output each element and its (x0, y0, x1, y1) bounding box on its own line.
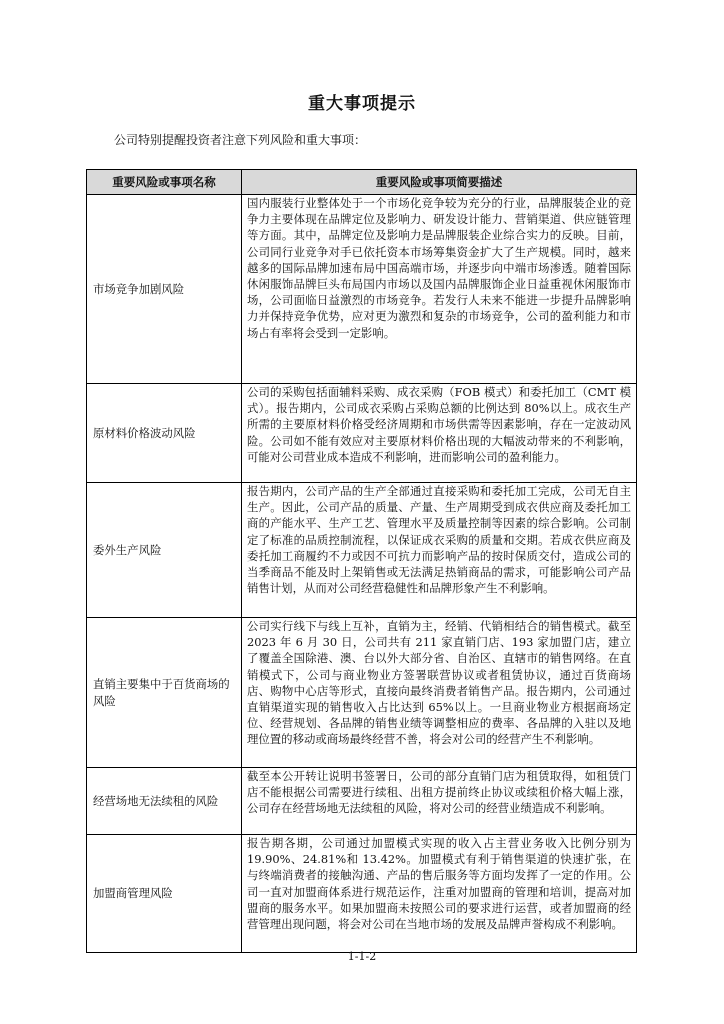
risk-name: 直销主要集中于百货商场的风险 (87, 618, 242, 768)
table-row (87, 835, 637, 953)
risk-description: 截至本公开转让说明书签署日，公司的部分直销门店为租赁取得，如租赁门店不能根据公司需要进行续租、出租方提前终止协议或续租价格大幅上涨，公司存在经营场地无法续租的风险，将对公司的经营业绩造成不利影响。 (242, 768, 637, 835)
column-header-name: 重要风险或事项名称 (87, 170, 242, 195)
table-row (87, 768, 637, 835)
risk-description: 公司实行线下与线上互补，直销为主，经销、代销相结合的销售模式。截至 2023 年 6 月 30 日，公司共有 211 家直销门店、193 家加盟门店，建立了覆盖全国除港、澳、台以外大部分省、自治区、直辖市的销售网络。在直销模式下，公司与商业物业方签署联营协议或者租赁协议，通过百货商场店、购物中心店等形式，直接向最终消费者销售产品。报告期内，公司通过直销渠道实现的销售收入占比达到 65%以上。一旦商业物业方根据商场定位、经营规划、各品牌的销售业绩等调整相应的费率、各品牌的入驻以及地理位置的移动或商场最终经营不善，将会对公司的经营产生不利影响。 (242, 618, 637, 768)
risk-name: 原材料价格波动风险 (87, 384, 242, 483)
risk-name: 委外生产风险 (87, 483, 242, 618)
table-row (87, 384, 637, 483)
risk-table (86, 169, 637, 953)
page-title: 重大事项提示 (308, 94, 416, 114)
table-header-row (87, 170, 637, 195)
table-row (87, 195, 637, 384)
risk-description: 报告期各期，公司通过加盟模式实现的收入占主营业务收入比例分别为 19.90%、24.81%和 13.42%。加盟模式有利于销售渠道的快速扩张，在与终端消费者的接触沟通、产品的售后服务等方面均发挥了一定的作用。公司一直对加盟商体系进行规范运作，注重对加盟商的管理和培训，提高对加盟商的服务水平。如果加盟商未按照公司的要求进行运营，或者加盟商的经营管理出现问题，将会对公司在当地市场的发展及品牌声誉构成不利影响。 (242, 835, 637, 953)
table-row (87, 483, 637, 618)
risk-name: 加盟商管理风险 (87, 835, 242, 953)
risk-description: 报告期内，公司产品的生产全部通过直接采购和委托加工完成，公司无自主生产。因此，公司产品的质量、产量、生产周期受到成衣供应商及委托加工商的产能水平、生产工艺、管理水平及质量控制等因素的综合影响。公司制定了标准的品质控制流程，以保证成衣采购的质量和交期。若成衣供应商及委托加工商履约不力或因不可抗力而影响产品的按时保质交付，造成公司的当季商品不能及时上架销售或无法满足热销商品的需求，可能影响公司产品销售计划，从而对公司经营稳健性和品牌形象产生不利影响。 (242, 483, 637, 618)
risk-name: 经营场地无法续租的风险 (87, 768, 242, 835)
risk-description: 公司的采购包括面辅料采购、成衣采购（FOB 模式）和委托加工（CMT 模式）。报告期内，公司成衣采购占采购总额的比例达到 80%以上。成衣生产所需的主要原材料价格受经济周期和市场供需等因素影响，存在一定波动风险。公司如不能有效应对主要原材料价格出现的大幅波动带来的不利影响，可能对公司营业成本造成不利影响，进而影响公司的盈利能力。 (242, 384, 637, 483)
risk-description: 国内服装行业整体处于一个市场化竞争较为充分的行业，品牌服装企业的竞争力主要体现在品牌定位及影响力、研发设计能力、营销渠道、供应链管理等方面。其中，品牌定位及影响力是品牌服装企业综合实力的反映。目前，公司同行业竞争对手已依托资本市场筹集资金扩大了生产规模。同时，越来越多的国际品牌加速布局中国高端市场，并逐步向中端市场渗透。随着国际休闲服饰品牌巨头布局国内市场以及国内品牌服饰企业日益重视休闲服饰市场，公司面临日益激烈的市场竞争。若发行人未来不能进一步提升品牌影响力并保持竞争优势，应对更为激烈和复杂的市场竞争，公司的盈利能力和市场占有率将会受到一定影响。 (242, 195, 637, 384)
risk-name: 市场竞争加剧风险 (87, 195, 242, 384)
page-number: 1-1-2 (347, 950, 377, 963)
column-header-description: 重要风险或事项简要描述 (242, 170, 637, 195)
table-row (87, 618, 637, 768)
intro-text: 公司特别提醒投资者注意下列风险和重大事项： (114, 133, 367, 147)
